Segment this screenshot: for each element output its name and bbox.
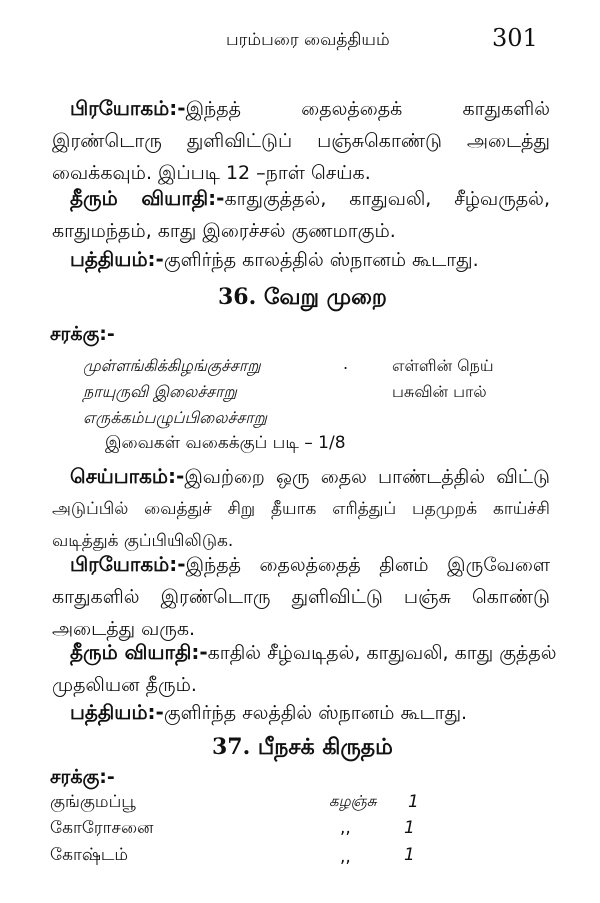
paragraph-line: காதுகளில் இரண்டொரு துளிவிட்டு பஞ்சு கொண்டு [52,586,550,608]
ingredient-name: கோரோசனை [50,818,154,838]
paragraph-line [70,696,550,729]
paragraph-lead: செய்பாகம்:- [70,464,185,488]
paragraph-text: இந்தத் தைலத்தைக் காதுகளில் [185,98,550,120]
paragraph-line [70,460,550,493]
ingredient-unit: ,, [340,847,351,867]
paragraph-prayogam-1 [52,92,550,189]
paragraph-lead: தீரும் வியாதி:- [70,640,208,664]
paragraph-line [70,243,550,276]
ingredient-name: குங்குமப்பூ [50,792,136,812]
ingredient-item: பசுவின் பால் [392,382,487,401]
paragraph-text: இந்தத் தைலத்தைத் தினம் இருவேளை [185,554,550,576]
paragraph-theerum-1 [52,182,550,247]
ingredient-item: எருக்கம்பழுப்பிலைச்சாறு [83,408,268,427]
ingredient-item: நாயுருவி இலைச்சாறு [83,382,237,401]
running-title: பரம்பரை வைத்தியம் [226,30,390,50]
paragraph-prayogam-2 [52,548,550,645]
page-number: 301 [492,24,538,52]
separator-dot: . [343,354,349,373]
paragraph-line: வடித்துக் குப்பியிலிடுக. [52,531,234,551]
paragraph-lead: பிரயோகம்:- [70,96,186,120]
paragraph-text: இவற்றை ஒரு தைல பாண்டத்தில் விட்டு [184,466,550,488]
paragraph-line: முதலியன தீரும். [52,674,197,696]
paragraph-line: காதுமந்தம், காது இரைச்சல் குணமாகும். [52,220,396,242]
ingredient-unit: கழஞ்சு [329,792,377,810]
paragraph-seipaagam [52,460,550,557]
paragraph-line [70,92,550,125]
paragraph-line: அடுப்பில் வைத்துச் சிறு தீயாக எரித்துப் பதமுறக் காய்ச்சி [52,499,550,519]
ingredients-label: சரக்கு:- [50,766,115,788]
ingredient-qty: 1 [404,845,415,865]
section-heading-37: 37. பீநசக் கிருதம் [212,734,393,760]
paragraph-lead: பிரயோகம்:- [70,552,186,576]
ingredients-label: சரக்கு:- [50,323,115,345]
paragraph-pathiyam-1 [70,243,550,276]
paragraph-lead: பத்தியம்:- [70,700,164,724]
paragraph-text: காதுகுத்தல், காதுவலி, சீழ்வருதல், [224,188,550,210]
paragraph-line: இரண்டொரு துளிவிட்டுப் பஞ்சுகொண்டு அடைத்து [52,130,550,152]
paragraph-line [70,182,550,215]
paragraph-text: குளிர்ந்த காலத்தில் ஸ்நானம் கூடாது. [163,249,479,271]
paragraph-line: அடைத்து வருக. [52,618,196,640]
paragraph-line [70,548,550,581]
paragraph-text: காதில் சீழ்வடிதல், காதுவலி, காது குத்தல் [207,642,557,664]
ingredient-item: முள்ளங்கிக்கிழங்குச்சாறு [83,356,261,375]
paragraph-lead: தீரும் வியாதி:- [70,186,225,210]
ingredient-qty: 1 [404,818,415,838]
paragraph-line: வைக்கவும். இப்படி 12 –நாள் செய்க. [52,162,371,184]
quantity-note: இவைகள் வகைக்குப் படி – 1/8 [105,433,346,453]
paragraph-theerum-2 [52,636,557,701]
ingredient-unit: ,, [340,818,351,838]
paragraph-text: குளிர்ந்த சலத்தில் ஸ்நானம் கூடாது. [163,702,468,724]
paragraph-line [70,636,557,669]
section-heading-36: 36. வேறு முறை [218,284,387,310]
ingredient-name: கோஷ்டம் [50,845,129,865]
paragraph-lead: பத்தியம்:- [70,247,164,271]
paragraph-pathiyam-2 [70,696,550,729]
ingredient-qty: 1 [408,792,419,812]
ingredient-item: எள்ளின் நெய் [392,356,494,375]
